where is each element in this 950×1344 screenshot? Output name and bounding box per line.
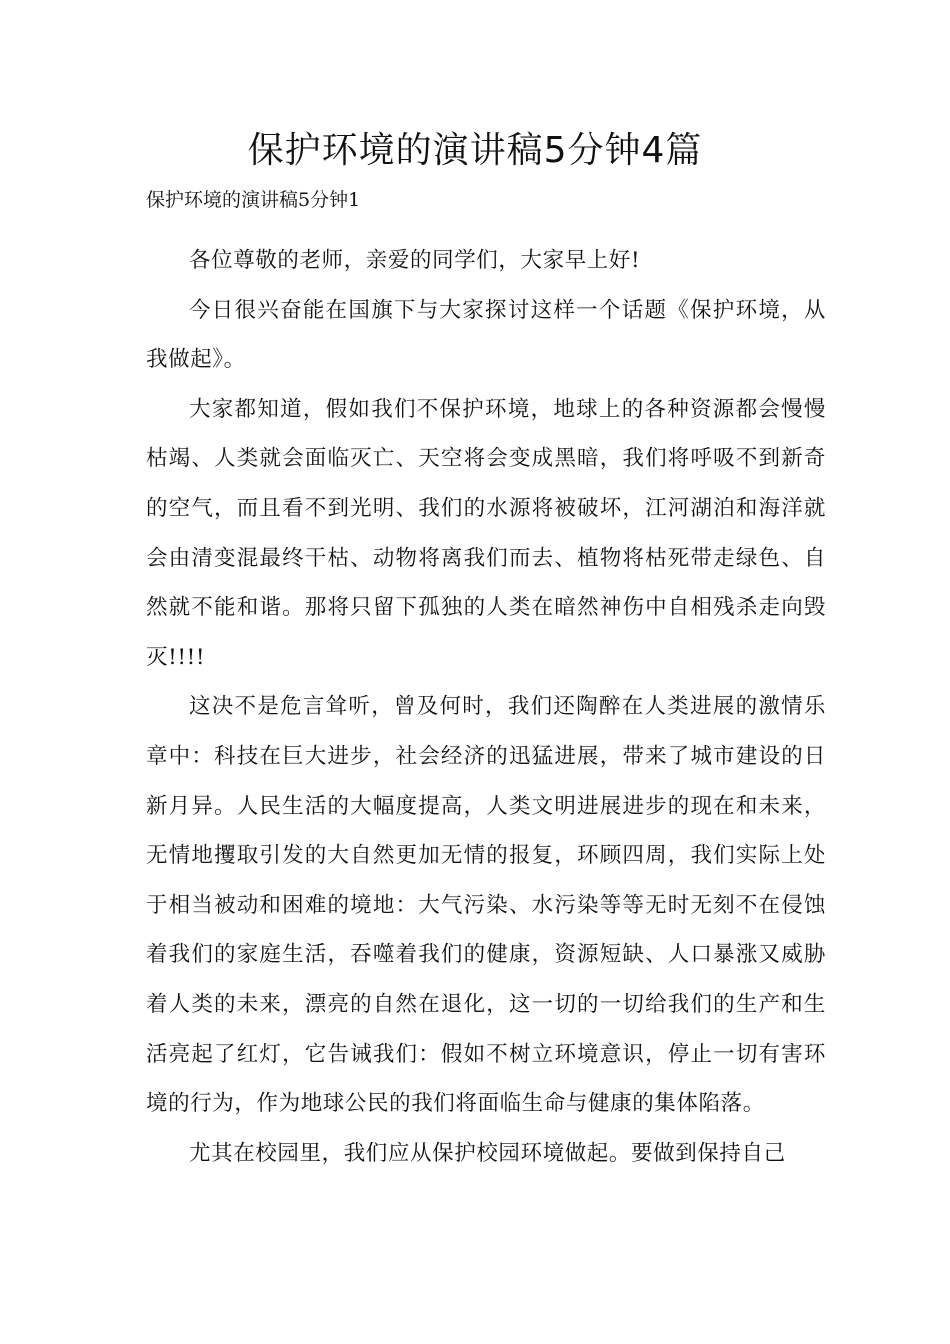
paragraph-greeting: 各位尊敬的老师，亲爱的同学们，大家早上好! bbox=[189, 248, 641, 273]
paragraph-warning: 这决不是危言耸听，曾及何时，我们还陶醉在人类进展的激情乐章中：科技在巨大进步，社会经济的迅猛进展，带来了城市建设的日新月异。人民生活的大幅度提高，人类文明进展进步的现在和未来，无情地攫取引发的大自然更加无情的报复，环顾四周，我们实际上处于相当被动和困难的境地：大气污染、水污染等等无时无刻不在侵蚀着我们的家庭生活，吞噬着我们的健康，资源短缺、人口暴涨又威胁着人类的未来，漂亮的自然在退化，这一切的一切给我们的生产和生活亮起了红灯，它告诫我们：假如不树立环境意识，停止一切有害环境的行为，作为地球公民的我们将面临生命与健康的集体陷落。 bbox=[146, 694, 826, 1117]
paragraph-consequences: 大家都知道，假如我们不保护环境，地球上的各种资源都会慢慢枯竭、人类就会面临灭亡、天空将会变成黑暗，我们将呼吸不到新奇的空气，而且看不到光明、我们的水源将被破坏，江河湖泊和海洋就会由清变混最终干枯、动物将离我们而去、植物将枯死带走绿色、自然就不能和谐。那将只留下孤独的人类在暗然神伤中自相残杀走向毁灭!!!! bbox=[146, 396, 826, 670]
paragraph-campus: 尤其在校园里，我们应从保护校园环境做起。要做到保持自己 bbox=[189, 1140, 786, 1166]
section-heading: 保护环境的演讲稿5分钟1 bbox=[146, 189, 361, 211]
document-body bbox=[146, 236, 826, 1178]
document-title: 保护环境的演讲稿5分钟4篇 bbox=[247, 130, 703, 171]
paragraph-topic: 今日很兴奋能在国旗下与大家探讨这样一个话题《保护环境，从我做起》。 bbox=[146, 297, 826, 373]
